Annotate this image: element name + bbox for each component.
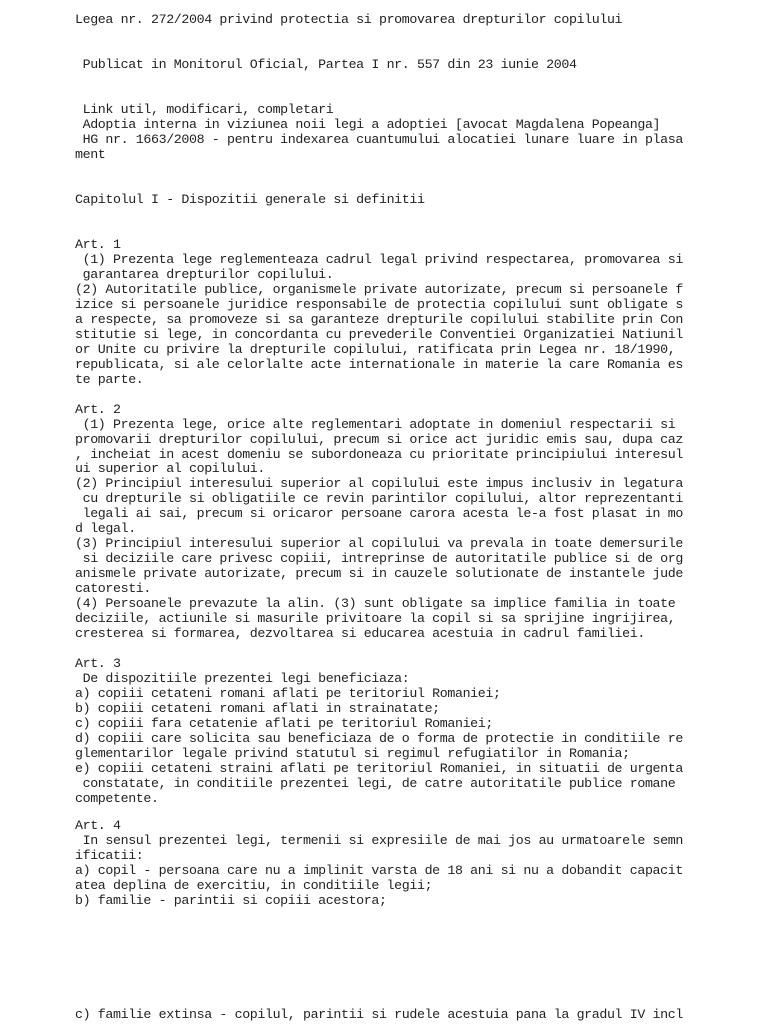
- body-line: deciziile, actiunile si masurile privitoare la copil si sa sprijine ingrijirea,: [75, 611, 676, 626]
- body-line: (1) Prezenta lege, orice alte reglementari adoptate in domeniul respectarii si: [75, 417, 676, 432]
- article-heading: Art. 2: [75, 402, 121, 417]
- body-line: In sensul prezentei legi, termenii si expresiile de mai jos au urmatoarele semn: [75, 833, 683, 848]
- body-line: c) copiii fara cetatenie aflati pe teritoriul Romaniei;: [75, 716, 493, 731]
- article-heading: Art. 3: [75, 656, 121, 671]
- hg-link[interactable]: HG nr. 1663/2008 - pentru indexarea cuantumului alocatiei lunare luare in plasa: [75, 132, 683, 147]
- body-line: anismele private autorizate, precum si in cauzele solutionate de instantele jude: [75, 566, 683, 581]
- body-line: De dispozitiile prezentei legi beneficiaza:: [75, 671, 410, 686]
- body-line: atea deplina de exercitiu, in conditiile legii;: [75, 878, 433, 893]
- chapter-heading: Capitolul I - Dispozitii generale si definitii: [75, 192, 425, 207]
- body-line: b) familie - parintii si copiii acestora;: [75, 893, 387, 908]
- hg-link-continued[interactable]: ment: [75, 147, 106, 162]
- article-heading: Art. 4: [75, 818, 121, 833]
- body-line: promovarii drepturilor copilului, precum si orice act juridic emis sau, dupa caz: [75, 432, 683, 447]
- body-line: d) copiii care solicita sau beneficiaza de o forma de protectie in conditiile re: [75, 731, 683, 746]
- body-line: izice si persoanele juridice responsabile de protectia copilului sunt obligate s: [75, 297, 683, 312]
- body-line: (2) Autoritatile publice, organismele private autorizate, precum si persoanele f: [75, 282, 683, 297]
- body-line: (2) Principiul interesului superior al copilului este impus inclusiv in legatura: [75, 476, 683, 491]
- body-line: a respecte, sa promoveze si sa garanteze drepturile copilului stabilite prin Con: [75, 312, 683, 327]
- body-line: a) copiii cetateni romani aflati pe teritoriul Romaniei;: [75, 686, 501, 701]
- body-line: stitutie si lege, in concordanta cu prevederile Conventiei Organizatiei Natiunil: [75, 327, 683, 342]
- body-line: te parte.: [75, 372, 144, 387]
- body-line: d legal.: [75, 521, 136, 536]
- body-line: , incheiat in acest domeniu se subordoneaza cu prioritate principiului interesul: [75, 447, 683, 462]
- adoption-link[interactable]: Adoptia interna in viziunea noii legi a adoptiei [avocat Magdalena Popeanga]: [75, 117, 661, 132]
- body-line: (1) Prezenta lege reglementeaza cadrul legal privind respectarea, promovarea si: [75, 252, 683, 267]
- body-line: competente.: [75, 791, 159, 806]
- body-line: (3) Principiul interesului superior al copilului va prevala in toate demersurile: [75, 536, 683, 551]
- body-line: republicata, si ale celorlalte acte internationale in materie la care Romania es: [75, 357, 683, 372]
- body-line: constatate, in conditiile prezentei legi, de catre autoritatile publice romane: [75, 776, 676, 791]
- body-line: e) copiii cetateni straini aflati pe teritoriul Romaniei, in situatii de urgenta: [75, 761, 683, 776]
- document-title: Legea nr. 272/2004 privind protectia si promovarea drepturilor copilului: [75, 12, 623, 27]
- body-line: or Unite cu privire la drepturile copilului, ratificata prin Legea nr. 18/1990,: [75, 342, 676, 357]
- publication-note: Publicat in Monitorul Oficial, Partea I nr. 557 din 23 iunie 2004: [75, 57, 577, 72]
- body-line: si deciziile care privesc copiii, intreprinse de autoritatile publice si de org: [75, 551, 683, 566]
- body-line: a) copil - persoana care nu a implinit varsta de 18 ani si nu a dobandit capacit: [75, 863, 683, 878]
- body-line: garantarea drepturilor copilului.: [75, 267, 334, 282]
- useful-link[interactable]: Link util, modificari, completari: [75, 102, 334, 117]
- body-line: glementarilor legale privind statutul si regimul refugiatilor in Romania;: [75, 746, 630, 761]
- body-line: cu drepturile si obligatiile ce revin parintilor copilului, altor reprezentanti: [75, 491, 683, 506]
- body-line: ui superior al copilului.: [75, 461, 265, 476]
- body-line: legali ai sai, precum si oricaror persoane carora acesta le-a fost plasat in mo: [75, 506, 683, 521]
- article-heading: Art. 1: [75, 237, 121, 252]
- body-line: c) familie extinsa - copilul, parintii si rudele acestuia pana la gradul IV incl: [75, 1007, 683, 1022]
- body-line: b) copiii cetateni romani aflati in strainatate;: [75, 701, 440, 716]
- body-line: catoresti.: [75, 581, 151, 596]
- body-line: (4) Persoanele prevazute la alin. (3) sunt obligate sa implice familia in toate: [75, 596, 676, 611]
- body-line: cresterea si formarea, dezvoltarea si educarea acestuia in cadrul familiei.: [75, 626, 645, 641]
- body-line: ificatii:: [75, 848, 144, 863]
